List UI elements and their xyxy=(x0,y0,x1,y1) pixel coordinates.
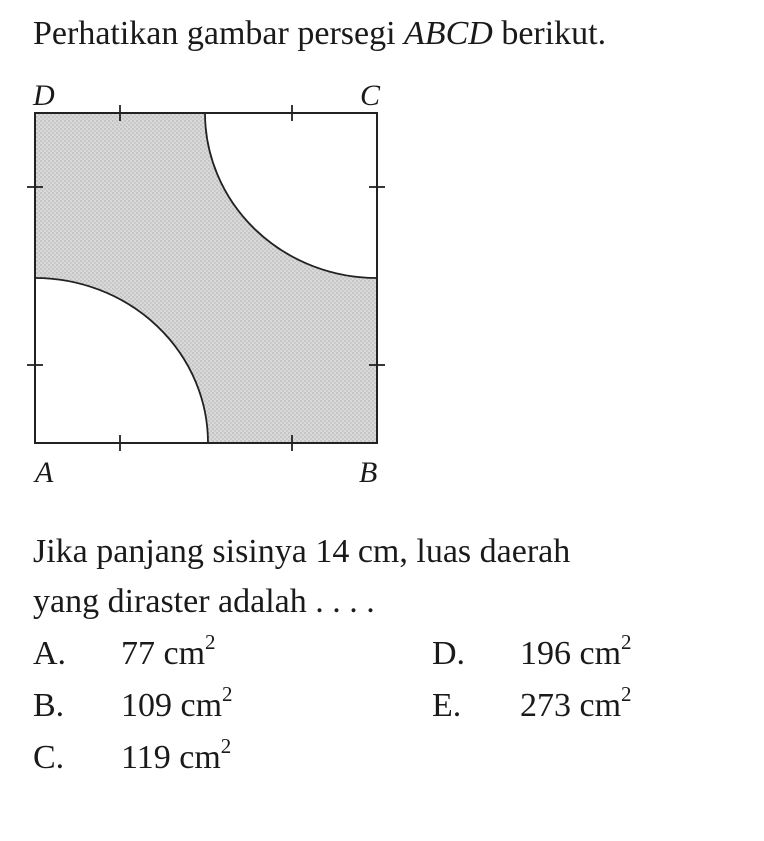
option-exponent: 2 xyxy=(621,629,632,654)
option-exponent: 2 xyxy=(220,733,232,758)
question-stem-line-1: Jika panjang sisinya 14 cm, luas daerah xyxy=(33,533,571,570)
option-letter: E. xyxy=(432,687,462,724)
option-letter: A. xyxy=(33,635,67,672)
option-letter: C. xyxy=(33,739,65,776)
option-exponent: 2 xyxy=(621,681,632,706)
vertex-label-d: D xyxy=(33,79,55,112)
option-value: 119 cm xyxy=(121,739,221,776)
option-exponent: 2 xyxy=(222,681,233,706)
option-letter: B. xyxy=(33,687,65,724)
intro-text: Perhatikan gambar persegi xyxy=(33,15,396,52)
vertex-label-c: C xyxy=(360,79,381,112)
intro-end: berikut. xyxy=(501,15,607,52)
option-a[interactable] xyxy=(33,629,216,674)
vertex-label-b: B xyxy=(359,456,378,489)
option-value: 77 cm xyxy=(121,635,206,672)
option-exponent: 2 xyxy=(205,629,216,654)
option-letter: D. xyxy=(432,635,466,672)
option-value: 273 cm xyxy=(520,687,622,724)
option-e[interactable] xyxy=(432,681,632,726)
option-c[interactable] xyxy=(33,733,232,778)
square-name: ABCD xyxy=(404,15,493,52)
option-d[interactable] xyxy=(432,629,632,674)
shaded-region xyxy=(35,113,377,443)
option-value: 196 cm xyxy=(520,635,622,672)
option-b[interactable] xyxy=(33,681,233,726)
option-value: 109 cm xyxy=(121,687,223,724)
vertex-label-a: A xyxy=(35,456,54,489)
question-stem-line-2: yang diraster adalah . . . . xyxy=(33,583,375,620)
